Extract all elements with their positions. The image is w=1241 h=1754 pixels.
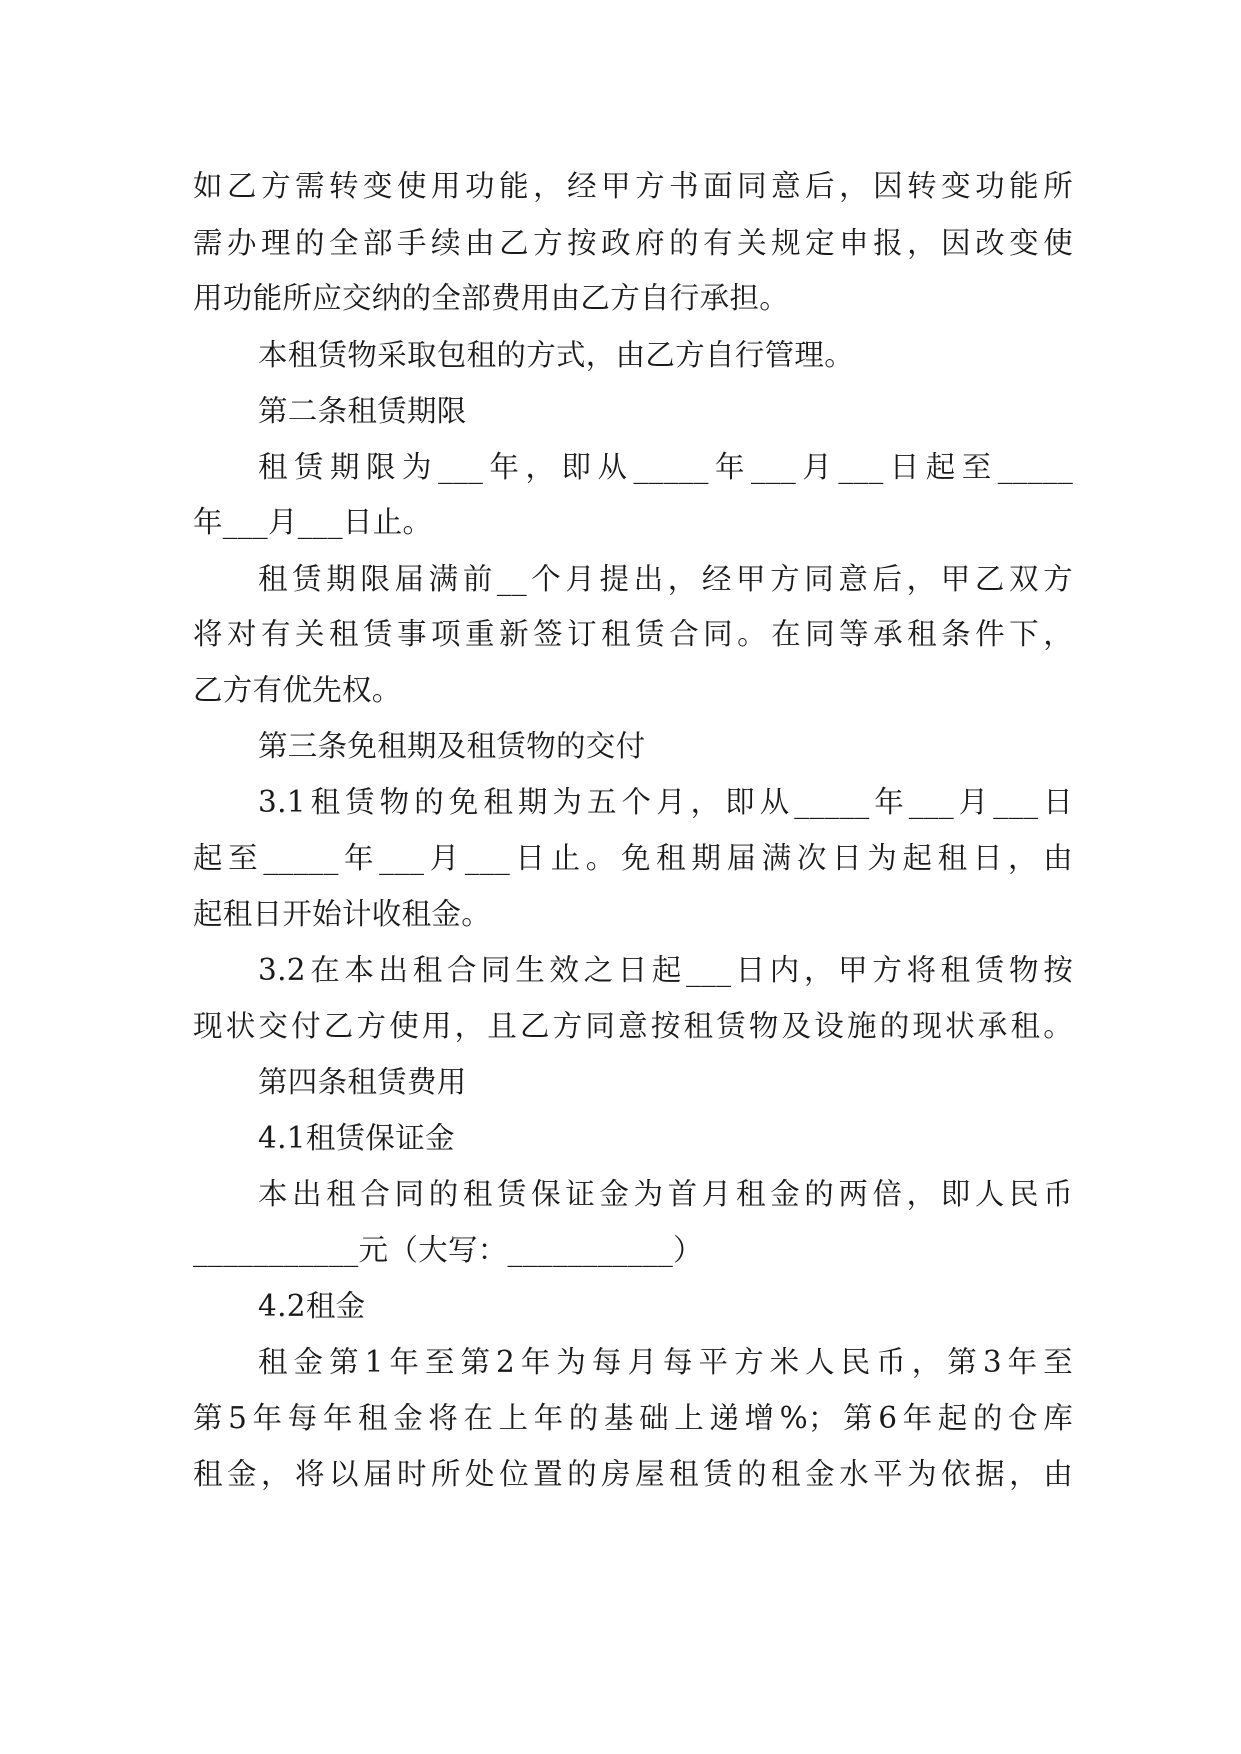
text-line: 将对有关租赁事项重新签订租赁合同。在同等承租条件下， — [193, 617, 1073, 651]
text-line: ___________元（大写：___________） — [193, 1233, 703, 1267]
text-line: 用功能所应交纳的全部费用由乙方自行承担。 — [193, 281, 790, 315]
subsection-heading: 4.1租赁保证金 — [258, 1121, 455, 1155]
text-line: 3.2在本出租合同生效之日起___日内，甲方将租赁物按 — [258, 953, 1073, 987]
text-line: 如乙方需转变使用功能，经甲方书面同意后，因转变功能所 — [193, 169, 1073, 203]
text-line: 租金第1年至第2年为每月每平方米人民币，第3年至 — [258, 1345, 1073, 1379]
text-line: 租赁期限届满前__个月提出，经甲方同意后，甲乙双方 — [258, 562, 1073, 596]
subsection-heading: 4.2租金 — [258, 1289, 366, 1323]
text-line: 租金，将以届时所处位置的房屋租赁的租金水平为依据，由 — [193, 1457, 1073, 1491]
text-line: 租赁期限为___年，即从_____年___月___日起至_____ — [258, 450, 1073, 484]
text-line: 本租赁物采取包租的方式，由乙方自行管理。 — [258, 338, 855, 372]
text-line: 现状交付乙方使用，且乙方同意按租赁物及设施的现状承租。 — [193, 1009, 1073, 1043]
text-line: 起租日开始计收租金。 — [193, 897, 492, 931]
section-heading: 第二条租赁期限 — [258, 394, 467, 428]
text-line: 第5年每年租金将在上年的基础上递增%；第6年起的仓库 — [193, 1401, 1073, 1435]
text-line: 需办理的全部手续由乙方按政府的有关规定申报，因改变使 — [193, 226, 1073, 260]
section-heading: 第三条免租期及租赁物的交付 — [258, 729, 646, 763]
text-line: 起至_____年___月___日止。免租期届满次日为起租日，由 — [193, 841, 1073, 875]
text-line: 乙方有优先权。 — [193, 673, 402, 707]
section-heading: 第四条租赁费用 — [258, 1065, 467, 1099]
text-line: 年___月___日止。 — [193, 505, 433, 539]
text-line: 3.1租赁物的免租期为五个月，即从_____年___月___日 — [258, 785, 1073, 819]
text-line: 本出租合同的租赁保证金为首月租金的两倍，即人民币 — [258, 1177, 1073, 1211]
